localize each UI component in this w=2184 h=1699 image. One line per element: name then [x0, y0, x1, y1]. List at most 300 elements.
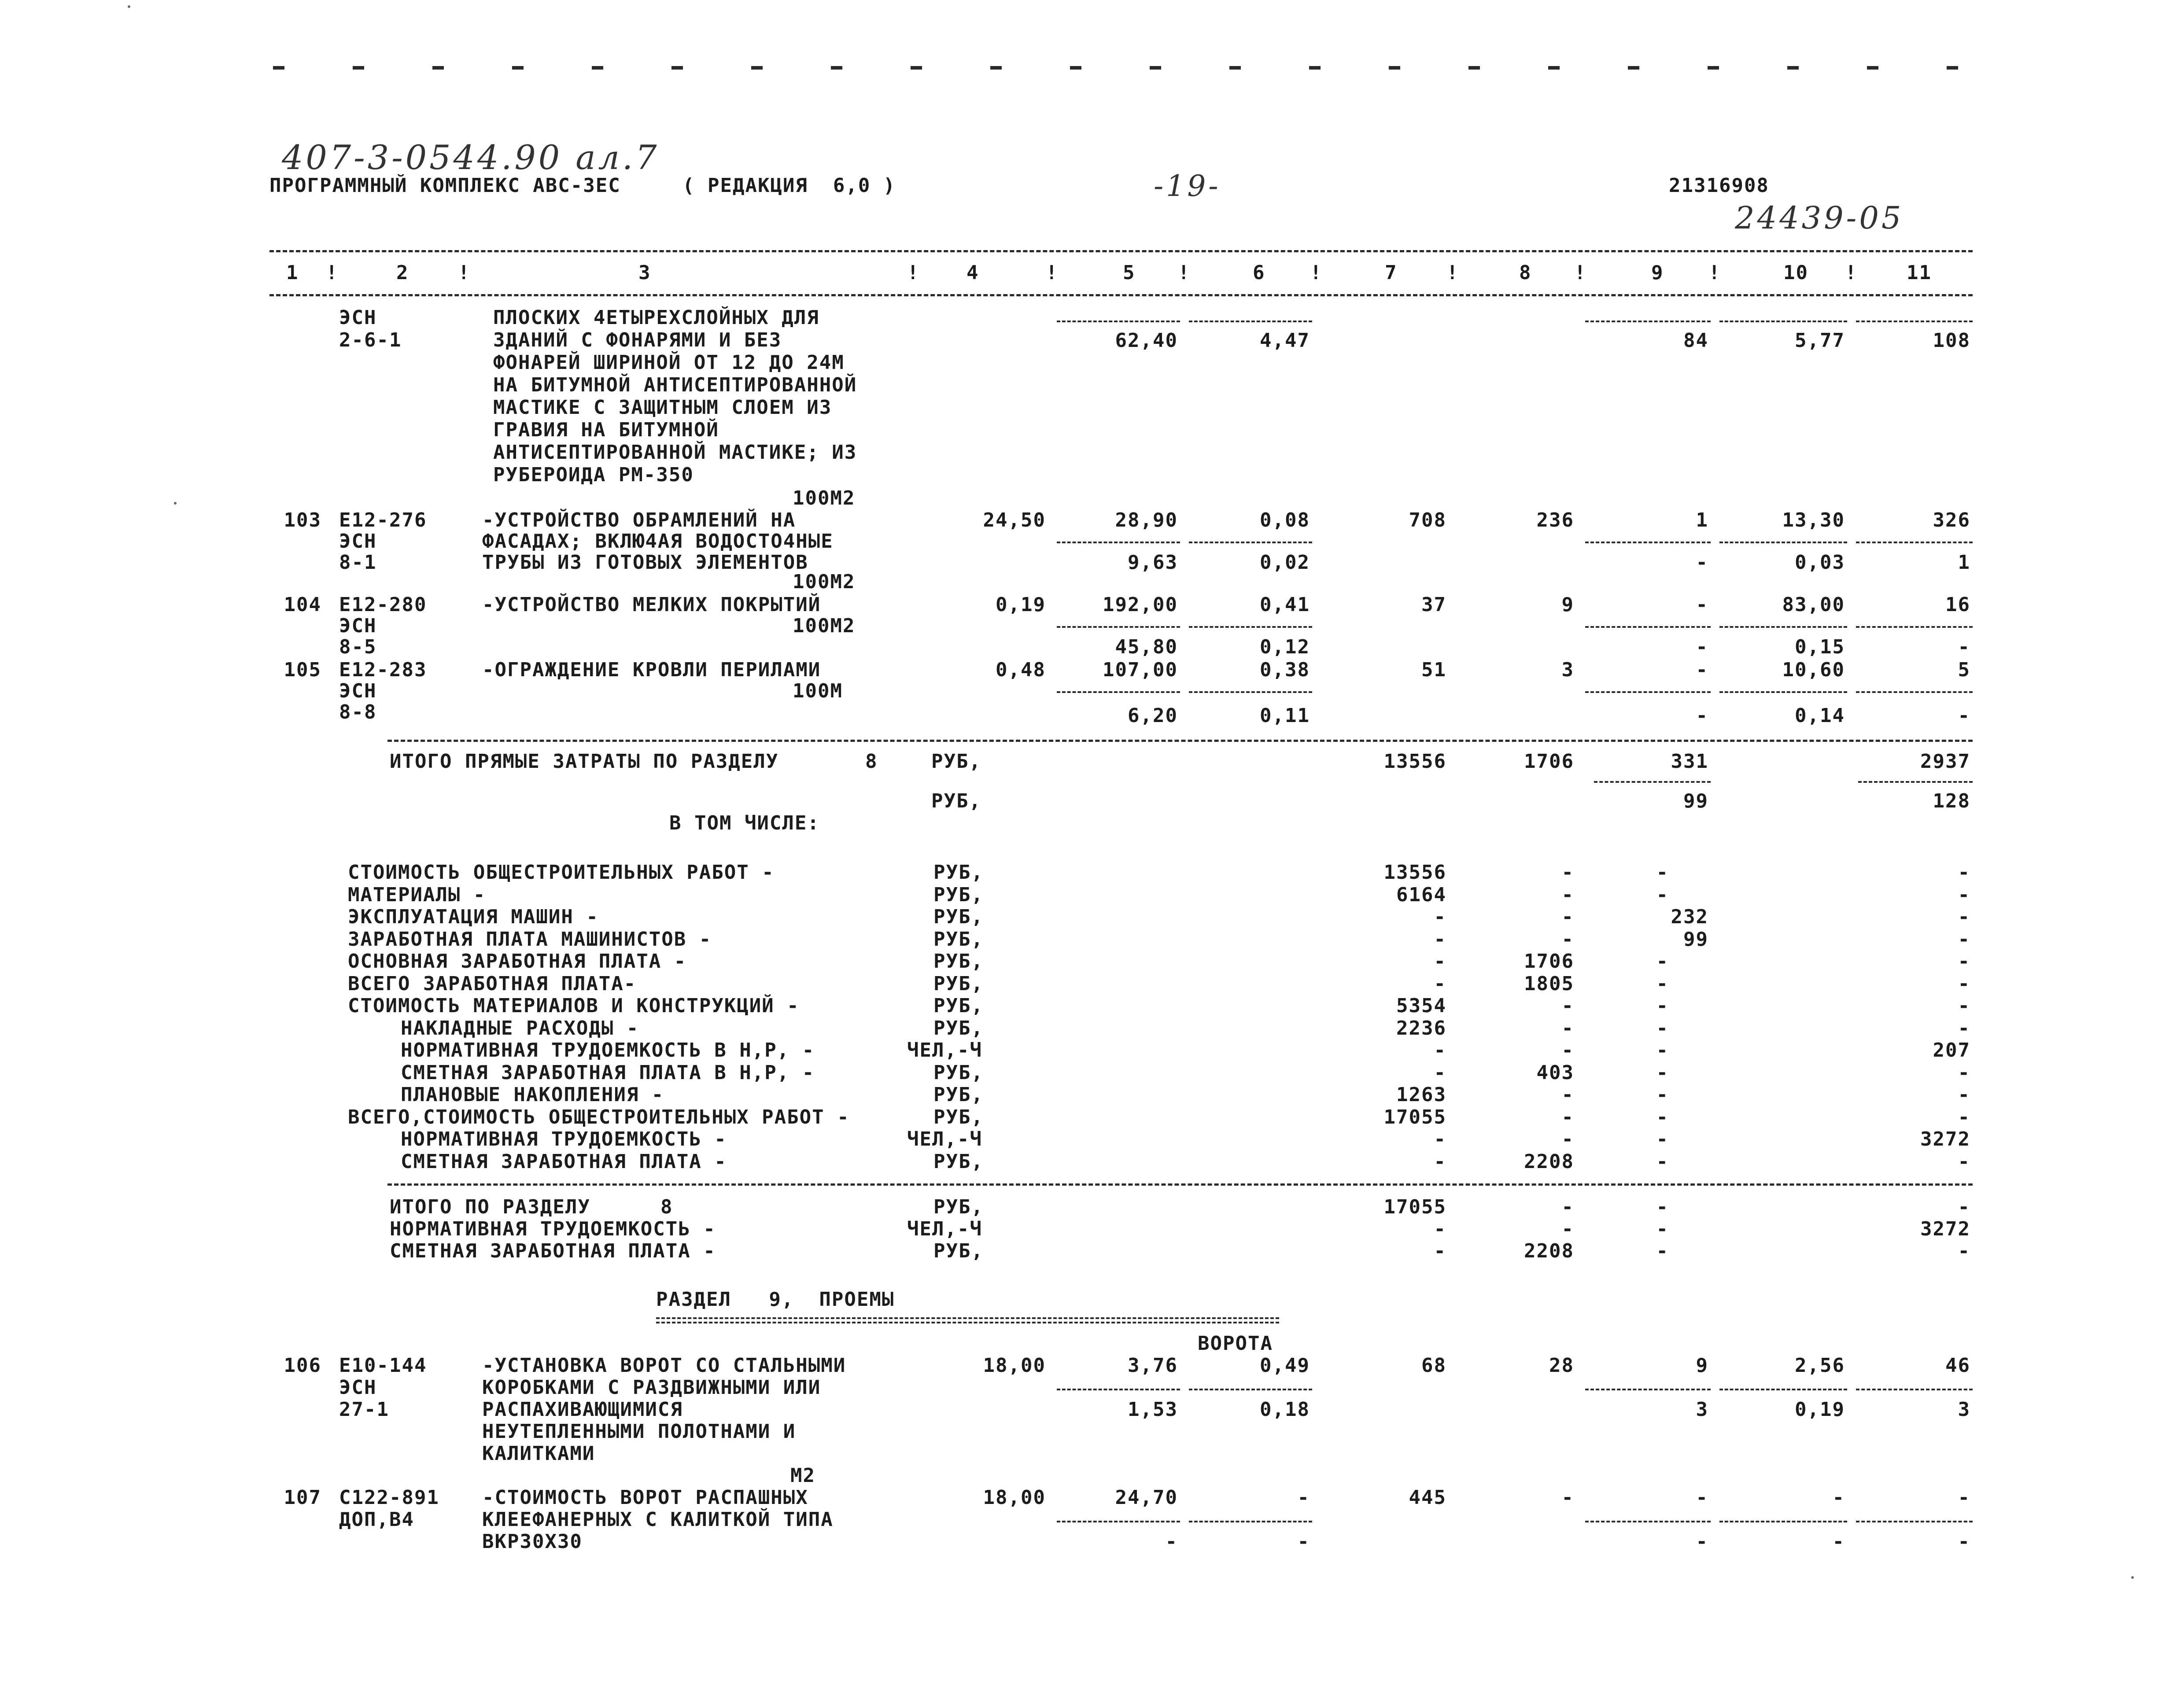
- column-number-header: 1: [286, 262, 299, 284]
- sub-value-c10: 0,03: [1795, 551, 1845, 574]
- breakdown-c7: 5354: [1396, 995, 1446, 1017]
- item-code: ЭСН: [339, 615, 377, 637]
- breakdown-unit: РУБ,: [933, 995, 984, 1017]
- handwritten-stamp-number: 24439-05: [1735, 200, 1904, 236]
- sub-rule: [1856, 321, 1973, 322]
- breakdown-label: НОРМАТИВНАЯ ТРУДОЕМКОСТЬ -: [401, 1128, 727, 1150]
- totals-c11: 3272: [1920, 1218, 1970, 1240]
- sub-value-c9: -: [1696, 551, 1708, 574]
- top-edge-mark: [432, 66, 444, 70]
- header-top-rule: [269, 250, 1973, 252]
- sub-rule: [1057, 1389, 1180, 1390]
- column-separator: !: [907, 262, 920, 284]
- totals-c11: -: [1958, 1196, 1970, 1218]
- item-description: НЕУТЕПЛЕННЫМИ ПОЛОТНАМИ И: [482, 1420, 796, 1443]
- breakdown-unit: РУБ,: [933, 1017, 984, 1039]
- top-edge-mark: [1389, 66, 1400, 70]
- item-code: Е12-276: [339, 509, 427, 531]
- value-c7: 51: [1421, 659, 1446, 681]
- top-edge-mark: [1708, 66, 1719, 70]
- breakdown-c8: -: [1561, 1017, 1574, 1039]
- column-number-header: 5: [1123, 262, 1136, 284]
- section-9-subheading: ВОРОТА: [1198, 1332, 1273, 1355]
- column-separator: !: [1708, 262, 1721, 284]
- sub-rule: [1585, 1521, 1711, 1522]
- sub-value-c9: 3: [1696, 1398, 1708, 1421]
- item-description: -СТОИМОСТЬ ВОРОТ РАСПАШНЫХ: [482, 1486, 808, 1509]
- sub-rule: [1189, 1521, 1312, 1522]
- breakdown-c11: -: [1958, 1106, 1970, 1128]
- sub-rule: [1719, 626, 1847, 628]
- item-number: 107: [284, 1486, 321, 1509]
- item-code: ЭСН: [339, 306, 377, 329]
- breakdown-label: СТОИМОСТЬ МАТЕРИАЛОВ И КОНСТРУКЦИЙ -: [348, 995, 800, 1017]
- breakdown-c8: -: [1561, 884, 1574, 906]
- value-c6: 0,08: [1260, 509, 1310, 531]
- breakdown-label: НАКЛАДНЫЕ РАСХОДЫ -: [401, 1017, 639, 1039]
- sub-value-c10: 0,14: [1795, 704, 1845, 727]
- item-number: 106: [284, 1354, 321, 1377]
- top-edge-mark: [751, 66, 763, 70]
- sub-value-c11: 1: [1958, 551, 1970, 574]
- column-number-header: 2: [396, 262, 409, 284]
- sub-rule: [1189, 691, 1312, 693]
- breakdown-c9: -: [1656, 1039, 1669, 1061]
- scan-dot: [128, 5, 130, 8]
- top-edge-mark: [1548, 66, 1560, 70]
- item-number: 104: [284, 593, 321, 616]
- value-c7: 708: [1409, 509, 1446, 531]
- column-separator: !: [1845, 262, 1858, 284]
- value-c4: 18,00: [983, 1486, 1046, 1509]
- column-number-header: 7: [1385, 262, 1398, 284]
- breakdown-c7: -: [1434, 1128, 1446, 1150]
- breakdown-unit: ЧЕЛ,-Ч: [907, 1128, 982, 1150]
- value-c5: 24,70: [1115, 1486, 1178, 1509]
- item-code: Е10-144: [339, 1354, 427, 1377]
- total-sub-rule: [1858, 781, 1973, 783]
- value-c6: 0,41: [1260, 593, 1310, 616]
- item-unit: М2: [790, 1464, 815, 1487]
- item-code: 8-1: [339, 551, 377, 574]
- value-c7: 68: [1421, 1354, 1446, 1377]
- breakdown-label: ЭКСПЛУАТАЦИЯ МАШИН -: [348, 906, 599, 928]
- item-description: КАЛИТКАМИ: [482, 1442, 595, 1465]
- sub-rule: [1719, 691, 1847, 693]
- breakdown-c7: 6164: [1396, 884, 1446, 906]
- value-c7: 445: [1409, 1486, 1446, 1509]
- item-code: ЭСН: [339, 680, 377, 702]
- item-description: РУБЕРОИДА РМ-350: [493, 464, 694, 486]
- value-c4: 18,00: [983, 1354, 1046, 1377]
- section-total-c9b: 99: [1683, 790, 1708, 812]
- item-description: КЛЕЕФАНЕРНЫХ С КАЛИТКОЙ ТИПА: [482, 1508, 834, 1531]
- top-edge-mark: [911, 66, 922, 70]
- total-sub-rule: [1594, 781, 1711, 783]
- breakdown-c8: -: [1561, 1084, 1574, 1106]
- item-description: -УСТРОЙСТВО ОБРАМЛЕНИЙ НА: [482, 509, 796, 531]
- value-c8: 236: [1536, 509, 1574, 531]
- value-c10: 2,56: [1795, 1354, 1845, 1377]
- top-edge-mark: [1150, 66, 1161, 70]
- sub-rule: [1585, 1389, 1711, 1390]
- breakdown-c11: -: [1958, 1017, 1970, 1039]
- program-edition: ( РЕДАКЦИЯ 6,0 ): [682, 174, 896, 197]
- breakdown-c7: 13556: [1383, 861, 1446, 884]
- item-unit: 100М2: [793, 615, 856, 637]
- breakdown-c9: -: [1656, 861, 1669, 884]
- breakdown-c7: -: [1434, 1061, 1446, 1084]
- value-c11: 326: [1933, 509, 1970, 531]
- breakdown-c8: -: [1561, 995, 1574, 1017]
- sub-value-c11: 3: [1958, 1398, 1970, 1421]
- breakdown-c11: -: [1958, 1150, 1970, 1173]
- sub-value-c11: -: [1958, 636, 1970, 658]
- breakdown-unit: РУБ,: [933, 884, 984, 906]
- column-number-header: 6: [1253, 262, 1265, 284]
- item-description: -ОГРАЖДЕНИЕ КРОВЛИ ПЕРИЛАМИ: [482, 659, 821, 681]
- item-code: 8-5: [339, 636, 377, 658]
- sub-rule: [1719, 542, 1847, 543]
- breakdown-c8: -: [1561, 1128, 1574, 1150]
- breakdown-c11: -: [1958, 1084, 1970, 1106]
- item-code: С122-891: [339, 1486, 439, 1509]
- totals-label: СМЕТНАЯ ЗАРАБОТНАЯ ПЛАТА -: [390, 1240, 716, 1262]
- handwritten-page-number: -19-: [1154, 169, 1221, 203]
- totals-rule: [387, 1183, 1973, 1186]
- sub-rule: [1856, 542, 1973, 543]
- breakdown-c9: -: [1656, 973, 1669, 995]
- breakdown-c9: -: [1656, 950, 1669, 973]
- value-c6: -: [1297, 1486, 1310, 1509]
- breakdown-c11: -: [1958, 1061, 1970, 1084]
- breakdown-c11: 3272: [1920, 1128, 1970, 1150]
- breakdown-c7: 2236: [1396, 1017, 1446, 1039]
- sub-rule: [1856, 1389, 1973, 1390]
- totals-c11: -: [1958, 1240, 1970, 1262]
- totals-c9: -: [1656, 1196, 1669, 1218]
- sub-value-c9: 84: [1683, 329, 1708, 352]
- scan-dot: [174, 502, 177, 505]
- totals-c7: -: [1434, 1218, 1446, 1240]
- item-description: ТРУБЫ ИЗ ГОТОВЫХ ЭЛЕМЕНТОВ: [482, 551, 808, 574]
- item-unit: 100М2: [793, 487, 856, 509]
- breakdown-label: ВСЕГО,СТОИМОСТЬ ОБЩЕСТРОИТЕЛЬНЫХ РАБОТ -: [348, 1106, 850, 1128]
- totals-c8: -: [1561, 1196, 1574, 1218]
- breakdown-c9: 232: [1671, 906, 1708, 928]
- item-code: ЭСН: [339, 1376, 377, 1399]
- value-c10: 83,00: [1782, 593, 1845, 616]
- column-separator: !: [1446, 262, 1459, 284]
- column-number-header: 9: [1651, 262, 1664, 284]
- sub-value-c11: -: [1958, 1530, 1970, 1553]
- sub-rule: [1057, 1521, 1180, 1522]
- section-total-unit: РУБ,: [931, 750, 981, 773]
- sub-rule: [1719, 1389, 1847, 1390]
- sub-value-c9: -: [1696, 636, 1708, 658]
- breakdown-unit: РУБ,: [933, 1150, 984, 1173]
- breakdown-c8: -: [1561, 928, 1574, 951]
- breakdown-label: ЗАРАБОТНАЯ ПЛАТА МАШИНИСТОВ -: [348, 928, 712, 951]
- value-c10: 10,60: [1782, 659, 1845, 681]
- totals-unit: ЧЕЛ,-Ч: [907, 1218, 982, 1240]
- item-description: ЗДАНИЙ С ФОНАРЯМИ И БЕЗ: [493, 329, 782, 351]
- top-edge-mark: [1229, 66, 1241, 70]
- breakdown-c8: 1805: [1524, 973, 1574, 995]
- sub-value-c5: 9,63: [1128, 551, 1178, 574]
- section-total-label: ИТОГО ПРЯМЫЕ ЗАТРАТЫ ПО РАЗДЕЛУ: [390, 750, 779, 773]
- item-code: ДОП,В4: [339, 1508, 414, 1531]
- breakdown-label: ОСНОВНАЯ ЗАРАБОТНАЯ ПЛАТА -: [348, 950, 687, 973]
- breakdown-c7: -: [1434, 1039, 1446, 1061]
- item-description: КОРОБКАМИ С РАЗДВИЖНЫМИ ИЛИ: [482, 1376, 821, 1399]
- breakdown-c9: -: [1656, 884, 1669, 906]
- breakdown-c11: -: [1958, 906, 1970, 928]
- top-edge-mark: [990, 66, 1002, 70]
- breakdown-c11: -: [1958, 928, 1970, 951]
- including-heading: В ТОМ ЧИСЛЕ:: [669, 812, 820, 834]
- sub-value-c9: -: [1696, 704, 1708, 727]
- top-edge-mark: [1309, 66, 1321, 70]
- value-c9: -: [1696, 1486, 1708, 1509]
- breakdown-c7: -: [1434, 928, 1446, 951]
- sub-rule: [1057, 626, 1180, 628]
- sub-rule: [1189, 626, 1312, 628]
- sub-rule: [1057, 321, 1180, 322]
- item-description: АНТИСЕПТИРОВАННОЙ МАСТИКЕ; ИЗ: [493, 441, 857, 464]
- breakdown-c11: -: [1958, 861, 1970, 884]
- column-separator: !: [1310, 262, 1323, 284]
- sub-value-c5: 6,20: [1128, 704, 1178, 727]
- value-c10: 13,30: [1782, 509, 1845, 531]
- totals-label: НОРМАТИВНАЯ ТРУДОЕМКОСТЬ -: [390, 1218, 716, 1240]
- item-description: РАСПАХИВАЮЩИМИСЯ: [482, 1398, 683, 1421]
- item-description: ПЛОСКИХ 4ЕТЫРЕХСЛОЙНЫХ ДЛЯ: [493, 306, 819, 329]
- top-edge-mark: [831, 66, 842, 70]
- sub-value-c6: 0,02: [1260, 551, 1310, 574]
- breakdown-c7: -: [1434, 906, 1446, 928]
- value-c7: 37: [1421, 593, 1446, 616]
- totals-c9: -: [1656, 1218, 1669, 1240]
- breakdown-c8: -: [1561, 861, 1574, 884]
- item-unit: 100М: [793, 680, 843, 702]
- breakdown-label: ВСЕГО ЗАРАБОТНАЯ ПЛАТА-: [348, 973, 637, 995]
- value-c5: 28,90: [1115, 509, 1178, 531]
- value-c9: -: [1696, 659, 1708, 681]
- column-number-header: 10: [1783, 262, 1808, 284]
- top-edge-mark: [1468, 66, 1480, 70]
- column-separator: !: [458, 262, 471, 284]
- breakdown-unit: РУБ,: [933, 973, 984, 995]
- column-separator: !: [1046, 262, 1059, 284]
- breakdown-c7: 1263: [1396, 1084, 1446, 1106]
- sub-value-c6: -: [1297, 1530, 1310, 1553]
- breakdown-c9: -: [1656, 995, 1669, 1017]
- item-code: 2-6-1: [339, 329, 402, 351]
- totals-unit: РУБ,: [933, 1196, 984, 1218]
- value-c8: 9: [1561, 593, 1574, 616]
- breakdown-unit: РУБ,: [933, 1106, 984, 1128]
- item-description: ФОНАРЕЙ ШИРИНОЙ ОТ 12 ДО 24М: [493, 351, 845, 374]
- breakdown-c8: 2208: [1524, 1150, 1574, 1173]
- section-9-underline: [656, 1317, 1279, 1323]
- item-code: 8-8: [339, 701, 377, 723]
- top-edge-mark: [1947, 66, 1958, 70]
- sub-rule: [1856, 1521, 1973, 1522]
- totals-label: ИТОГО ПО РАЗДЕЛУ: [390, 1196, 590, 1218]
- section-total-c8: 1706: [1524, 750, 1574, 773]
- breakdown-label: СМЕТНАЯ ЗАРАБОТНАЯ ПЛАТА В Н,Р, -: [401, 1061, 815, 1084]
- sub-value-c6: 0,11: [1260, 704, 1310, 727]
- sub-value-c5: 45,80: [1115, 636, 1178, 658]
- item-description: НА БИТУМНОЙ АНТИСЕПТИРОВАННОЙ: [493, 374, 857, 396]
- value-c9: -: [1696, 593, 1708, 616]
- sub-rule: [1189, 1389, 1312, 1390]
- breakdown-label: МАТЕРИАЛЫ -: [348, 884, 486, 906]
- item-description: ГРАВИЯ НА БИТУМНОЙ: [493, 419, 719, 441]
- value-c9: 9: [1696, 1354, 1708, 1377]
- breakdown-c8: -: [1561, 1106, 1574, 1128]
- column-number-header: 8: [1519, 262, 1532, 284]
- breakdown-c9: -: [1656, 1128, 1669, 1150]
- column-separator: !: [326, 262, 339, 284]
- value-c8: -: [1561, 1486, 1574, 1509]
- value-c4: 0,19: [996, 593, 1046, 616]
- sub-value-c5: 1,53: [1128, 1398, 1178, 1421]
- column-number-header: 3: [638, 262, 651, 284]
- section-total-unit2: РУБ,: [931, 790, 981, 812]
- breakdown-unit: РУБ,: [933, 906, 984, 928]
- totals-unit: РУБ,: [933, 1240, 984, 1262]
- sub-rule: [1856, 626, 1973, 628]
- sub-rule: [1585, 321, 1711, 322]
- value-c10: -: [1832, 1486, 1845, 1509]
- sub-value-c6: 0,12: [1260, 636, 1310, 658]
- sub-value-c10: 0,15: [1795, 636, 1845, 658]
- item-number: 103: [284, 509, 321, 531]
- value-c11: -: [1958, 1486, 1970, 1509]
- totals-c8: -: [1561, 1218, 1574, 1240]
- breakdown-label: СМЕТНАЯ ЗАРАБОТНАЯ ПЛАТА -: [401, 1150, 727, 1173]
- section-total-c9: 331: [1671, 750, 1708, 773]
- sub-value-c6: 0,18: [1260, 1398, 1310, 1421]
- section-total-c7: 13556: [1383, 750, 1446, 773]
- item-description: ВКР30Х30: [482, 1530, 583, 1553]
- top-edge-mark: [671, 66, 683, 70]
- item-description: -УСТАНОВКА ВОРОТ СО СТАЛЬНЫМИ: [482, 1354, 846, 1377]
- totals-section: 8: [660, 1196, 673, 1218]
- sub-value-c10: 5,77: [1795, 329, 1845, 352]
- breakdown-c9: -: [1656, 1084, 1669, 1106]
- top-edge-mark: [273, 66, 284, 70]
- sub-rule: [1585, 626, 1711, 628]
- value-c4: 24,50: [983, 509, 1046, 531]
- sub-value-c11: -: [1958, 704, 1970, 727]
- value-c9: 1: [1696, 509, 1708, 531]
- top-edge-mark: [1070, 66, 1081, 70]
- value-c8: 28: [1549, 1354, 1574, 1377]
- breakdown-c9: -: [1656, 1106, 1669, 1128]
- column-separator: !: [1178, 262, 1191, 284]
- value-c5: 192,00: [1103, 593, 1178, 616]
- section-total-number: 8: [865, 750, 878, 773]
- breakdown-c11: -: [1958, 973, 1970, 995]
- breakdown-c7: 17055: [1383, 1106, 1446, 1128]
- sub-value-c10: -: [1832, 1530, 1845, 1553]
- breakdown-c9: -: [1656, 1150, 1669, 1173]
- breakdown-c11: 207: [1933, 1039, 1970, 1061]
- breakdown-c8: -: [1561, 1039, 1574, 1061]
- program-name: ПРОГРАММНЫЙ КОМПЛЕКС АВС-ЗЕС: [269, 174, 621, 197]
- breakdown-c9: -: [1656, 1017, 1669, 1039]
- totals-c8: 2208: [1524, 1240, 1574, 1262]
- value-c6: 0,38: [1260, 659, 1310, 681]
- value-c11: 46: [1945, 1354, 1970, 1377]
- breakdown-label: НОРМАТИВНАЯ ТРУДОЕМКОСТЬ В Н,Р, -: [401, 1039, 815, 1061]
- breakdown-c11: -: [1958, 995, 1970, 1017]
- breakdown-c7: -: [1434, 950, 1446, 973]
- sub-rule: [1057, 542, 1180, 543]
- scan-dot: [2131, 1576, 2134, 1579]
- sub-value-c6: 4,47: [1260, 329, 1310, 352]
- column-number-header: 4: [967, 262, 979, 284]
- breakdown-c11: -: [1958, 950, 1970, 973]
- breakdown-c11: -: [1958, 884, 1970, 906]
- sub-rule: [1585, 691, 1711, 693]
- totals-c7: 17055: [1383, 1196, 1446, 1218]
- document-id: 21316908: [1669, 174, 1769, 197]
- item-number: 105: [284, 659, 321, 681]
- breakdown-unit: РУБ,: [933, 861, 984, 884]
- top-edge-mark: [1867, 66, 1878, 70]
- item-description: ФАСАДАХ; ВКЛЮ4АЯ ВОДОСТО4НЫЕ: [482, 530, 834, 553]
- sub-rule: [1719, 321, 1847, 322]
- header-bottom-rule: [269, 294, 1973, 296]
- value-c6: 0,49: [1260, 1354, 1310, 1377]
- handwritten-doc-code: 407-3-0544.90 ал.7: [282, 138, 660, 177]
- top-edge-mark: [1628, 66, 1639, 70]
- value-c11: 5: [1958, 659, 1970, 681]
- breakdown-c8: -: [1561, 906, 1574, 928]
- item-description: -УСТРОЙСТВО МЕЛКИХ ПОКРЫТИЙ: [482, 593, 821, 616]
- section-total-c11b: 128: [1933, 790, 1970, 812]
- sub-rule: [1057, 691, 1180, 693]
- sub-rule: [1719, 1521, 1847, 1522]
- value-c5: 3,76: [1128, 1354, 1178, 1377]
- top-edge-mark: [353, 66, 364, 70]
- totals-c9: -: [1656, 1240, 1669, 1262]
- breakdown-unit: РУБ,: [933, 1061, 984, 1084]
- breakdown-label: СТОИМОСТЬ ОБЩЕСТРОИТЕЛЬНЫХ РАБОТ -: [348, 861, 775, 884]
- breakdown-c7: -: [1434, 973, 1446, 995]
- breakdown-c8: 403: [1536, 1061, 1574, 1084]
- total-rule: [387, 740, 1973, 742]
- sub-rule: [1189, 542, 1312, 543]
- breakdown-c7: -: [1434, 1150, 1446, 1173]
- item-code: Е12-280: [339, 593, 427, 616]
- value-c8: 3: [1561, 659, 1574, 681]
- value-c4: 0,48: [996, 659, 1046, 681]
- section-9-title: РАЗДЕЛ 9, ПРОЕМЫ: [656, 1288, 895, 1311]
- sub-rule: [1856, 691, 1973, 693]
- item-unit: 100М2: [793, 571, 856, 593]
- sub-value-c11: 108: [1933, 329, 1970, 352]
- sub-rule: [1189, 321, 1312, 322]
- breakdown-unit: РУБ,: [933, 1084, 984, 1106]
- sub-value-c5: 62,40: [1115, 329, 1178, 352]
- breakdown-unit: РУБ,: [933, 928, 984, 951]
- top-edge-mark: [592, 66, 603, 70]
